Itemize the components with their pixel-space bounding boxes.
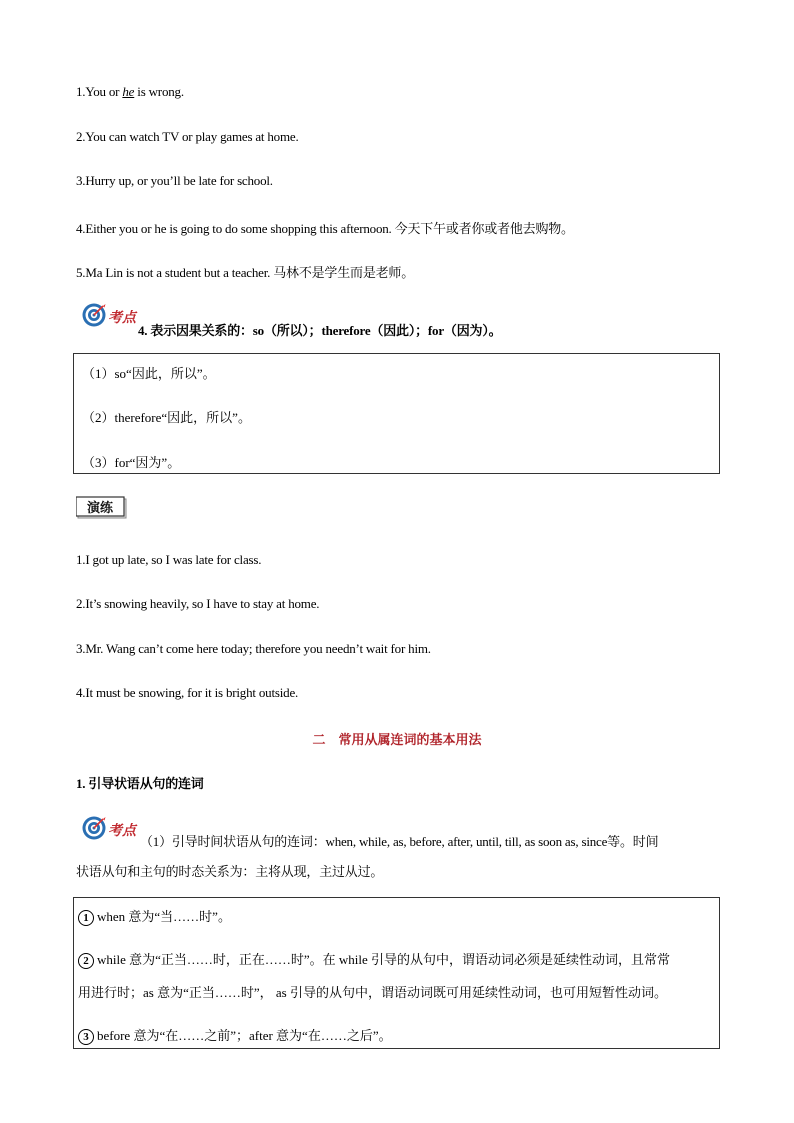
example-cause-4: 4.It must be snowing, for it is bright outside. <box>76 685 299 700</box>
kaodian-label: 考点 <box>108 310 136 326</box>
time-row-2-cont: 用进行时；as 意为“正当……时”， as 引导的从句中，谓语动词既可用延续性动词，也可用短暂性动词。 <box>78 985 667 1000</box>
target-icon <box>81 302 107 328</box>
kaodian-badge <box>81 815 136 841</box>
time-row-text: before 意为“在……之前”；after 意为“在……之后”。 <box>97 1028 392 1043</box>
time-row-text: while 意为“正当……时，正在……时”。在 while 引导的从句中，谓语动词必须是延续性动词，且常常 <box>97 952 671 967</box>
time-row-3 <box>78 1025 392 1045</box>
subheading-adverbial-clause: 1. 引导状语从句的连词 <box>76 776 204 791</box>
point4-row-3: （3）for“因为”。 <box>82 455 181 470</box>
point4-title: 4. 表示因果关系的：so（所以）；therefore（因此）；for（因为）。 <box>138 323 502 338</box>
example-or-2: 2.You can watch TV or play games at home. <box>76 129 299 144</box>
time-clause-line-1: （1）引导时间状语从句的连词：when, while, as, before, after, until, till, as soon as, since等。时间 <box>140 834 659 849</box>
example-cause-2: 2.It’s snowing heavily, so I have to stay at home. <box>76 596 320 611</box>
time-row-1 <box>78 906 231 926</box>
circle-number-3: 3 <box>78 1029 94 1045</box>
yanlian-badge <box>76 496 128 520</box>
target-icon <box>81 815 107 841</box>
section-title: 二 常用从属连词的基本用法 <box>312 732 482 747</box>
time-clause-line-2: 状语从句和主句的时态关系为：主将从现，主过从过。 <box>76 864 384 879</box>
point4-box <box>73 353 720 474</box>
circle-number-1: 1 <box>78 910 94 926</box>
example-or-4: 4.Either you or he is going to do some shopping this afternoon. 今天下午或者你或者他去购物。 <box>76 221 574 236</box>
kaodian-label: 考点 <box>108 823 136 839</box>
circle-number-2: 2 <box>78 953 94 969</box>
time-row-text: when 意为“当……时”。 <box>97 909 231 924</box>
kaodian-badge <box>81 302 136 328</box>
underlined-word: he <box>122 84 135 99</box>
example-or-3: 3.Hurry up, or you’ll be late for school. <box>76 173 273 188</box>
example-or-1 <box>76 84 184 100</box>
example-text: is wrong. <box>134 84 184 99</box>
example-cause-1: 1.I got up late, so I was late for class. <box>76 552 262 567</box>
point4-row-2: （2）therefore“因此，所以”。 <box>82 410 251 425</box>
time-clause-box <box>73 897 720 1049</box>
example-cause-3: 3.Mr. Wang can’t come here today; therefore you needn’t wait for him. <box>76 641 431 656</box>
point4-row-1: （1）so“因此，所以”。 <box>82 366 216 381</box>
example-text: 1.You or <box>76 84 123 99</box>
example-or-5: 5.Ma Lin is not a student but a teacher. 马林不是学生而是老师。 <box>76 265 415 280</box>
yanlian-label: 演练 <box>86 501 114 516</box>
time-row-2 <box>78 949 670 969</box>
